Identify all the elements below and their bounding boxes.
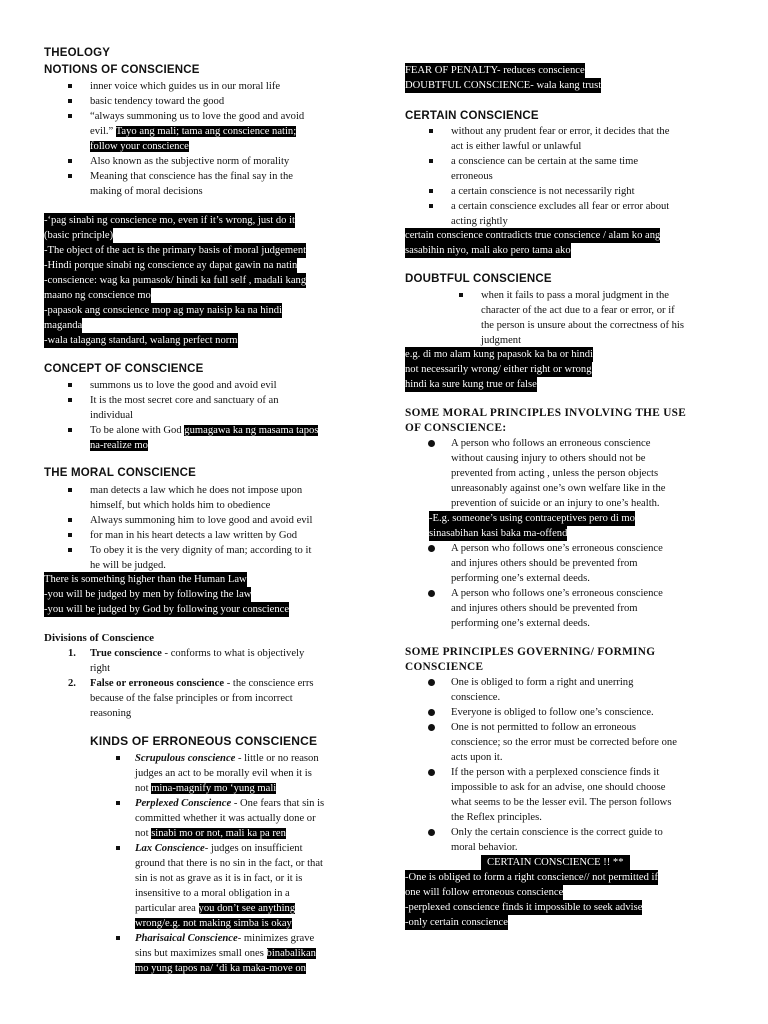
list-item: A person who follows one’s erroneous conscience and injures others should be prevented from performing one’s external deeds. [427,541,725,586]
note-line: -papasok ang conscience mop ag may naisip ka na hindi [44,305,282,316]
kind-term: Lax Conscience [135,843,205,854]
note-line: There is something higher than the Human Law [44,574,247,585]
bullet-icon [429,129,433,133]
divisions-heading: Divisions of Conscience [44,632,154,644]
bullet-icon [428,769,435,776]
highlighted-note: mina-magnify mo ‘yung mali [151,783,277,794]
item-number: 2. [68,678,76,689]
bullet-icon [428,679,435,686]
bullet-icon [68,398,72,402]
list-item: To be alone with God gumagawa ka ng masama tapos na-realize mo [66,423,362,453]
list-item: Perplexed Conscience - One fears that sin is committed whether it was actually done or not sinabi mo or not, mali ka pa ren [114,796,362,841]
list-item: To obey it is the very dignity of man; according to it he will be judged. [66,543,362,573]
bullet-icon [68,518,72,522]
kinds-list [114,751,362,976]
kind-term: Pharisaical Conscience [135,933,238,944]
bullet-icon [68,533,72,537]
bullet-icon [116,846,120,850]
kind-term: Scrupulous conscience [135,753,236,764]
bullet-icon [429,159,433,163]
list-item: Also known as the subjective norm of morality [66,154,362,169]
list-item: a conscience can be certain at the same time erroneous [427,154,725,184]
note-line: -only certain conscience [405,917,508,928]
bullet-icon [116,801,120,805]
highlighted-note: binabalikan [266,948,316,959]
principles-use-list [427,436,725,631]
list-item: A person who follows one’s erroneous conscience and injures others should be prevented from performing one’s external deeds. [427,586,725,631]
kind-term: Perplexed Conscience [135,798,232,809]
list-item-notes [427,511,725,541]
list-item: If the person with a perplexed conscience finds it impossible to ask for an advise, one should choose what seems to be the lesser evil. The person follows the Reflex principles. [427,765,725,825]
notions-notes [44,213,362,348]
list-item: It is the most secret core and sanctuary of an individual [66,393,362,423]
summary-notes [405,855,725,930]
highlighted-note: na-realize mo [90,440,148,451]
note-line: (basic principle) [44,230,114,241]
note-line: sinasabihan kasi baka ma-offend [429,528,568,539]
note-line: maano ng conscience mo [44,290,151,301]
summary-title: CERTAIN CONSCIENCE !! ** [481,855,630,870]
principles-forming-heading: SOME PRINCIPLES GOVERNING/ FORMING CONSCIENCE [405,646,656,673]
list-item: Pharisaical Conscience- minimizes grave sins but maximizes small ones binabalikan mo yung tapos na/ ‘di ka maka-move on [114,931,362,976]
list-item: for man in his heart detects a law written by God [66,528,362,543]
note-line: maganda [44,320,83,331]
bullet-icon [429,204,433,208]
bullet-icon [116,756,120,760]
bullet-icon [429,189,433,193]
note-line: -conscience: wag ka pumasok/ hindi ka full self , madali kang [44,275,307,286]
moral-notes [44,572,362,617]
item-number: 1. [68,648,76,659]
note-line: sasabihin niyo, mali ako pero tama ako [405,245,571,256]
highlighted-note: wrong/e.g. not making simba is okay [135,918,292,929]
principles-use-heading: SOME MORAL PRINCIPLES INVOLVING THE USE OF CONSCIENCE: [405,407,687,434]
note-line: -wala talagang standard, walang perfect norm [44,335,238,346]
note-line: one will follow erroneous conscience [405,887,564,898]
principles-forming-list [427,675,725,855]
note-line: -E.g. someone’s using contraceptives pero di mo [429,513,635,524]
list-item: summons us to love the good and avoid evil [66,378,362,393]
list-item: Everyone is obliged to follow one’s conscience. [427,705,725,720]
highlighted-note: you don’t see anything [198,903,296,914]
note-line: -you will be judged by men by following the law [44,589,252,600]
highlighted-note: mo yung tapos na/ ‘di ka maka-move on [135,963,306,974]
note-line: e.g. di mo alam kung papasok ka ba or hindi [405,349,593,360]
bullet-icon [68,428,72,432]
list-item: “always summoning us to love the good and avoid evil.” Tayo ang mali; tama ang conscience natin; follow your conscience [66,109,362,154]
notions-list [66,79,362,199]
bullet-icon [68,159,72,163]
bullet-icon [428,440,435,447]
list-item: Always summoning him to love good and avoid evil [66,513,362,528]
list-item: man detects a law which he does not impose upon himself, but which holds him to obedience [66,483,362,513]
division-term: False or erroneous conscience [90,678,225,689]
note-line: DOUBTFUL CONSCIENCE- wala kang trust [405,80,602,91]
list-item: Scrupulous conscience - little or no reason judges an act to be morally evil when it is not mina-magnify mo ‘yung mali [114,751,362,796]
bullet-icon [68,84,72,88]
list-item: A person who follows an erroneous conscience without causing injury to others should not be prevented from acting , unless the person objects unreasonably against one’s own welfare like in the prevention of suicide or an injury to one’s health. [427,436,725,511]
certain-notes [405,228,725,258]
concept-list [66,378,362,453]
bullet-icon [428,829,435,836]
kinds-heading: KINDS OF ERRONEOUS CONSCIENCE [90,734,318,748]
list-item: basic tendency toward the good [66,94,362,109]
notions-heading: NOTIONS OF CONSCIENCE [44,64,200,76]
note-line: -‘pag sinabi ng conscience mo, even if it’s wrong, just do it [44,215,295,226]
list-item: Meaning that conscience has the final say in the making of moral decisions [66,169,362,199]
moral-list [66,483,362,573]
note-line: certain conscience contradicts true conscience / alam ko ang [405,230,661,241]
division-term: True conscience [90,648,162,659]
note-line: -One is obliged to form a right conscience// not permitted if [405,872,659,883]
bullet-icon [116,936,120,940]
list-item: One is obliged to form a right and unerring conscience. [427,675,725,705]
highlighted-note: sinabi mo or not, mali ka pa ren [151,828,286,839]
doubtful-heading: DOUBTFUL CONSCIENCE [405,273,552,285]
note-line: -you will be judged by God by following your conscience [44,604,290,615]
note-line: not necessarily wrong/ either right or wrong [405,364,592,375]
document-title: THEOLOGY [44,47,111,59]
bullet-icon [68,99,72,103]
list-item: without any prudent fear or error, it decides that the act is either lawful or unlawful [427,124,725,154]
top-notes [405,63,725,93]
bullet-icon [428,724,435,731]
bullet-icon [428,590,435,597]
bullet-icon [68,383,72,387]
divisions-list [44,646,362,721]
note-line: hindi ka sure kung true or false [405,379,537,390]
note-line: -perplexed conscience finds it impossible to seek advise [405,902,643,913]
list-item: Lax Conscience- judges on insufficient ground that there is no sin in the fact, or that sin is not as grave as it is in fact, or it is insensitive to a moral obligation in a particular area you don’t see anything wrong/e.g. not making simba is okay [114,841,362,931]
certain-heading: CERTAIN CONSCIENCE [405,110,539,122]
bullet-icon [68,488,72,492]
highlighted-note: gumagawa ka ng masama tapos [184,425,319,436]
bullet-icon [459,293,463,297]
doubtful-list [457,288,725,348]
bullet-icon [428,545,435,552]
concept-heading: CONCEPT OF CONSCIENCE [44,363,204,375]
certain-list [427,124,725,229]
list-item: a certain conscience is not necessarily right [427,184,725,199]
moral-heading: THE MORAL CONSCIENCE [44,467,197,479]
doubtful-notes [405,347,725,392]
bullet-icon [68,174,72,178]
bullet-icon [68,548,72,552]
note-line: FEAR OF PENALTY- reduces conscience [405,65,585,76]
list-item: inner voice which guides us in our moral life [66,79,362,94]
list-item: a certain conscience excludes all fear or error about acting rightly [427,199,725,229]
bullet-icon [428,709,435,716]
bullet-icon [68,114,72,118]
list-item: Only the certain conscience is the correct guide to moral behavior. [427,825,725,855]
list-item: 1. True conscience - conforms to what is objectively right [68,648,305,674]
list-item: One is not permitted to follow an erroneous conscience; so the error must be corrected before one acts upon it. [427,720,725,765]
list-item: when it fails to pass a moral judgment in the character of the act due to a fear or error, or if the person is unsure about the correctness of his judgment [457,288,725,348]
highlighted-note: follow your conscience [90,141,189,152]
list-item: 2. False or erroneous conscience - the conscience errs because of the false principles or from incorrect reasoning [68,678,314,719]
highlighted-note: Tayo ang mali; tama ang conscience natin; [115,126,297,137]
note-line: -The object of the act is the primary basis of moral judgement [44,245,307,256]
note-line: -Hindi porque sinabi ng conscience ay dapat gawin na natin [44,260,298,271]
